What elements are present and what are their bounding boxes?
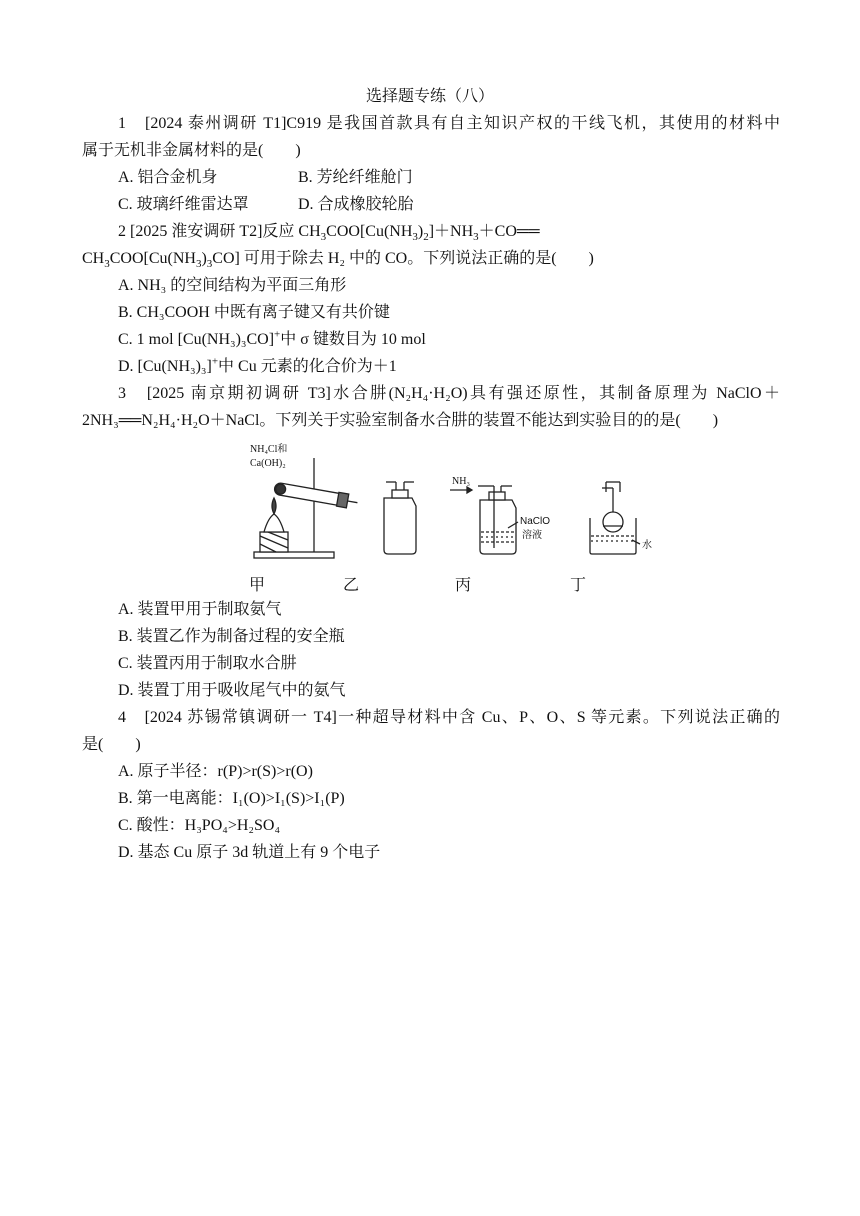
water-label: 水 [642, 540, 652, 551]
reaction-bottle [450, 486, 518, 554]
q3-option-a: A. 装置甲用于制取氨气 [118, 601, 282, 618]
q2-option-d-pre: D. [Cu(NH₃)₃] [118, 358, 212, 375]
figure-label-jia: 甲 [249, 575, 266, 594]
q2-option-c [118, 329, 426, 351]
q3-stem-line2: 2NH₃══N₂H₄·H₂O＋NaCl。下列关于实验室制备水合肼的装置不能达到实验目的的是( ) [82, 412, 719, 429]
q4-stem-line1: 4 [2024 苏锡常镇调研一 T4]一种超导材料中含 Cu、P、O、S 等元素。下列说法正确的 [118, 709, 780, 726]
q2-option-c-pre: C. 1 mol [Cu(NH₃)₃CO] [118, 331, 275, 348]
q2-stem-line2: $CH_3COO[Cu(NH_3)_3CO]$ 可用于除去 H₂ 中的 CO。下列说法正确的是( ) [82, 250, 594, 271]
q2-option-d-post: 中 Cu 元素的化合价为＋1 [218, 358, 397, 375]
safety-bottle [384, 482, 416, 554]
stand-base [254, 552, 334, 558]
q4-option-c: C. 酸性：H₃PO₄>H₂SO₄ [118, 817, 281, 834]
alcohol-lamp [264, 514, 284, 532]
q4-stem-line2: 是( ) [82, 736, 141, 753]
reagent-label-1: NH₄Cl和 [250, 444, 288, 455]
q3-option-d: D. 装置丁用于吸收尾气中的氨气 [118, 682, 346, 699]
figure-label-ding: 丁 [570, 575, 587, 594]
nh3-label: NH₃ [452, 476, 470, 487]
solution-label: 溶液 [522, 530, 542, 541]
q3-stem-line1: 3 [2025 南京期初调研 T3]水合肼(N₂H₄·H₂O)具有强还原性，其制备原理为 NaClO＋ [118, 385, 780, 402]
q2-option-d-charge: + [211, 355, 219, 368]
q2-option-c-charge: + [274, 328, 281, 341]
q4-option-a: A. 原子半径：r(P)>r(S)>r(O) [118, 763, 313, 780]
reagent-label-2: Ca(OH)₂ [250, 458, 286, 469]
q2-option-b: B. CH₃COOH 中既有离子键又有共价键 [118, 304, 390, 321]
q2-option-d [118, 356, 397, 378]
q2-stem-line1: 2 [2025 淮安调研 T2]反应 $CH_3COO[Cu(NH_3)_2]+NH_3+CO══$ [118, 223, 540, 244]
q1-stem-line1: 1 [2024 泰州调研 T1]C919 是我国首款具有自主知识产权的干线飞机，其使用的材料中 [118, 115, 780, 132]
q2-stem-line1-prefix: 2 [2025 淮安调研 T2]反应 CH [118, 223, 321, 240]
q1-option-c: C. 玻璃纤维雷达罩 [118, 196, 249, 213]
page-title: 选择题专练（八） [365, 88, 494, 105]
absorption-beaker [590, 482, 640, 554]
q2-option-a: A. NH₃ 的空间结构为平面三角形 [118, 277, 347, 294]
q2-stem-line2-end: 可用于除去 H₂ 中的 CO。下列说法正确的是( ) [239, 250, 594, 267]
q1-stem-line2: 属于无机非金属材料的是( ) [82, 142, 301, 159]
q4-option-d: D. 基态 Cu 原子 3d 轨道上有 9 个电子 [118, 844, 381, 861]
apparatus-figure [246, 440, 656, 590]
q3-option-b: B. 装置乙作为制备过程的安全瓶 [118, 628, 345, 645]
q3-option-c: C. 装置丙用于制取水合肼 [118, 655, 297, 672]
test-tube [273, 481, 358, 509]
figure-label-bing: 丙 [455, 575, 472, 594]
q2-option-c-post: 中 σ 键数目为 10 mol [280, 331, 426, 348]
q1-option-b: B. 芳纶纤维舱门 [298, 169, 413, 186]
q1-option-d: D. 合成橡胶轮胎 [298, 196, 414, 213]
naclo-label: NaClO [520, 516, 551, 527]
q4-option-b: B. 第一电离能：I₁(O)>I₁(S)>I₁(P) [118, 790, 345, 807]
figure-label-yi: 乙 [343, 575, 360, 594]
q1-option-a: A. 铝合金机身 [118, 169, 218, 186]
